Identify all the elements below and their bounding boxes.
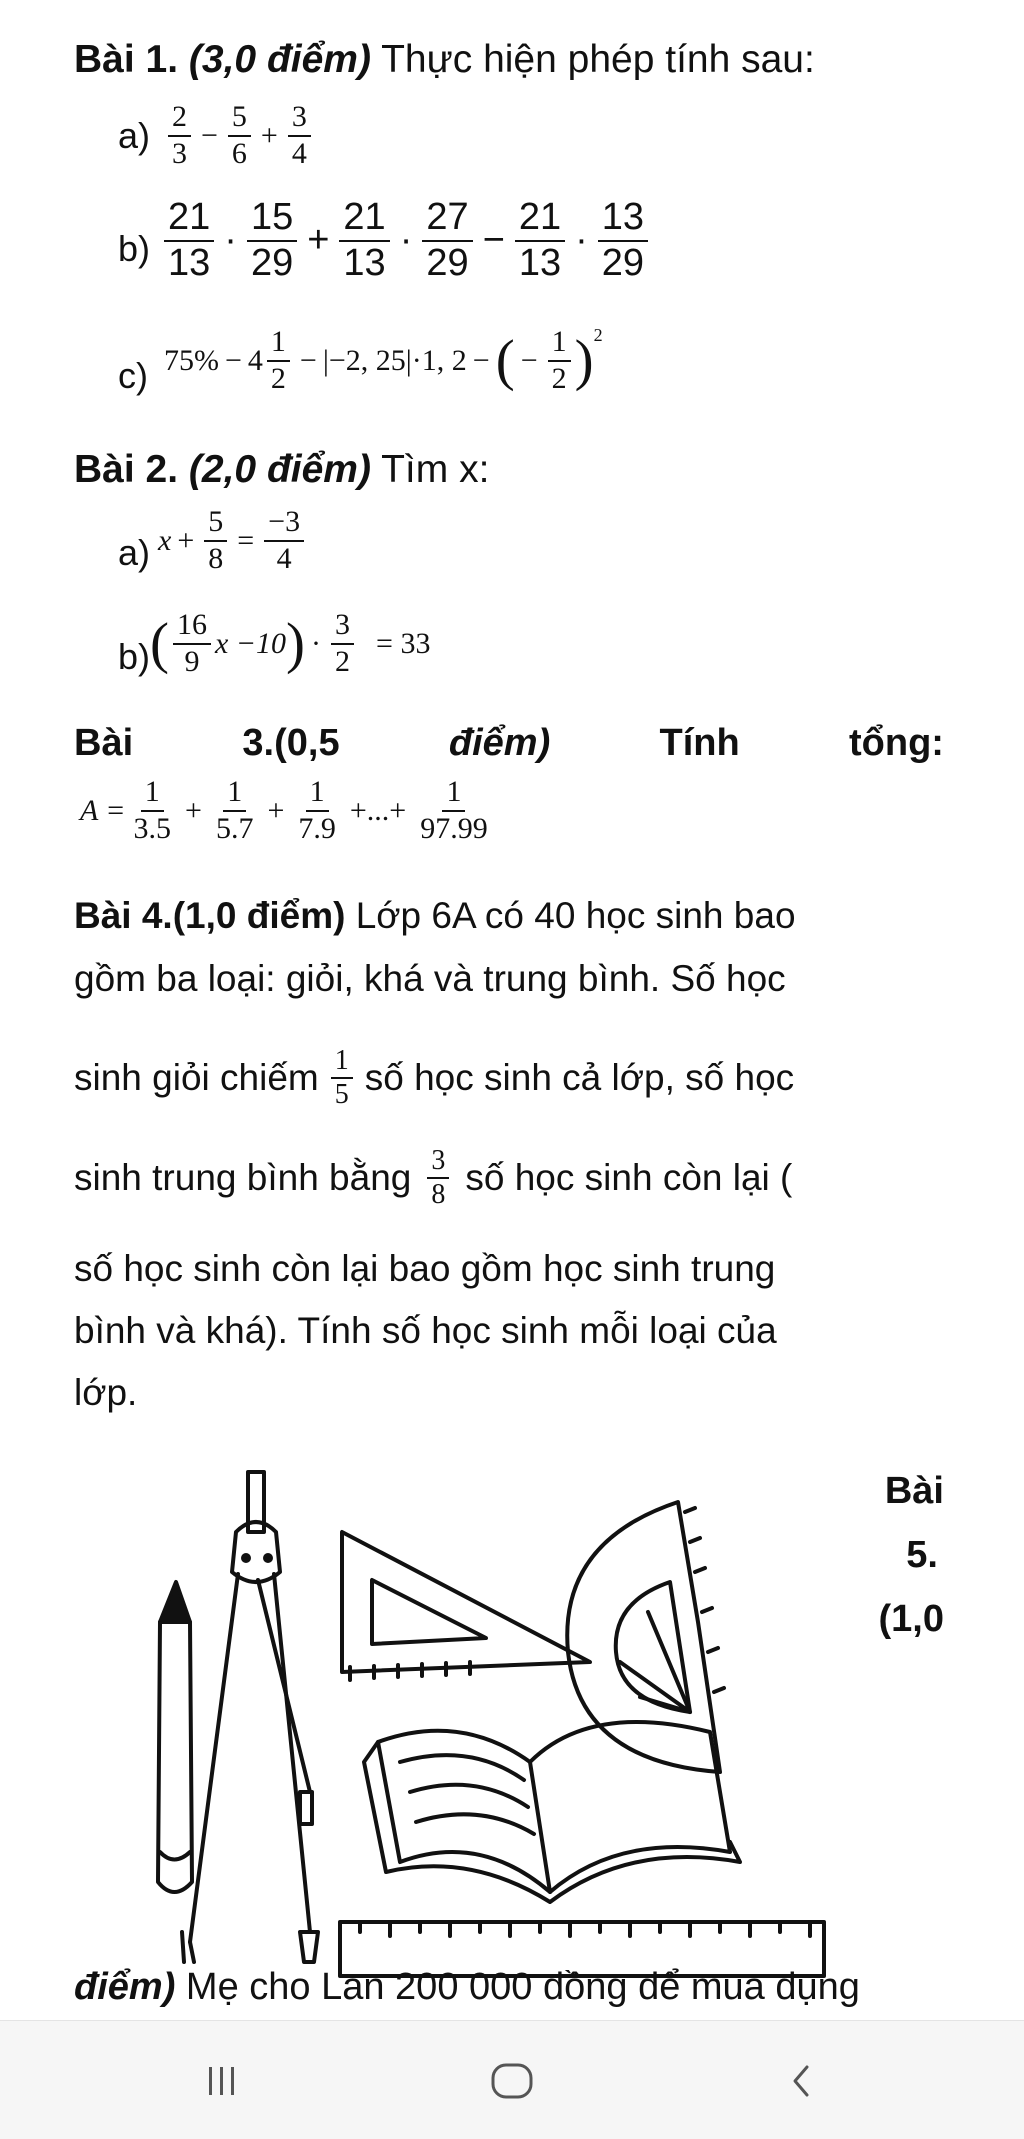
bai1-b-label: b) (118, 228, 151, 269)
bai5-word: (1,0 (878, 1598, 944, 1640)
set-square-icon (342, 1532, 590, 1680)
bai4-line-5: số học sinh còn lại bao gồm học sinh trung (74, 1248, 776, 1289)
bai5-word: 5. (906, 1534, 938, 1576)
bai1-heading (74, 38, 815, 82)
bai1-a-label: a) (118, 115, 151, 156)
home-button[interactable] (482, 2057, 542, 2105)
navigation-bar (0, 2020, 1024, 2139)
bai1-c-expression: 75% − 4 $\frac{1}{2}$ − |−2, 25| ·1, 2 − ( − $\frac{1}{2}$ ) 2 (164, 325, 603, 395)
bai2-a-label: a) (118, 532, 151, 573)
bai2-a-expression: x + $\frac{5}{8}$ = $\frac{-3}{4}$ (158, 505, 308, 576)
bai1-c-label: c) (118, 355, 148, 396)
recent-apps-icon (202, 2063, 242, 2099)
compass-icon (182, 1472, 318, 1962)
bai3-word: tổng: (849, 722, 944, 764)
bai1-points: (3,0 điểm) (188, 38, 371, 81)
bai5-word: Bài (884, 1470, 944, 1512)
bai2-b-label: b) (118, 636, 151, 677)
bai4-line-4: sinh trung bình bằng $\frac{3}{8}$ số học sinh còn lại ( (74, 1145, 793, 1211)
bai3-word: điểm) (448, 722, 551, 764)
bai2-points: (2,0 điểm) (188, 448, 371, 491)
bai4-line-3: sinh giỏi chiếm $\frac{1}{5}$ số học sinh cả lớp, số học (74, 1045, 795, 1111)
school-supplies-illustration (150, 1462, 830, 1982)
bai4-line-6: bình và khá). Tính số học sinh mỗi loại của (74, 1310, 777, 1351)
bai4-line-2: gồm ba loại: giỏi, khá và trung bình. Số học (74, 958, 786, 999)
bai3-heading (74, 722, 944, 765)
pencil-icon (158, 1582, 192, 1892)
bai3-word: Tính (659, 722, 740, 764)
bai4-line-1: Bài 4.(1,0 điểm) Lớp 6A có 40 học sinh bao (74, 895, 796, 936)
back-arrow-icon (787, 2061, 817, 2101)
bai5-continuation: điểm) Mẹ cho Lan 200 000 đồng để mua dụng (74, 1966, 860, 2008)
bai1-task: Thực hiện phép tính sau: (381, 38, 815, 81)
bai1-a-expression: $\frac{2}{3}$ − $\frac{5}{6}$ + $\frac{3}{4}$ (164, 100, 315, 171)
open-book-icon (364, 1722, 740, 1902)
home-icon (487, 2061, 537, 2101)
bai2-task: Tìm x: (381, 448, 490, 491)
bai4-line-7: lớp. (74, 1372, 138, 1413)
bai1-b-expression: $\frac{21}{13}$ · $\frac{15}{29}$ + $\frac{21}{13}$ · $\frac{27}{29}$ − $\frac{21}{13}$ · $\frac{13}{29}$ (160, 196, 652, 285)
bai3-formula: A = $\frac{1}{3.5}$ + $\frac{1}{5.7}$ + $\frac{1}{7.9}$ +...+ $\frac{1}{97.99}$ (80, 775, 488, 845)
bai3-word: 3.(0,5 (242, 722, 340, 764)
back-button[interactable] (772, 2057, 832, 2105)
bai2-title: Bài 2. (74, 448, 179, 491)
bai1-title: Bài 1. (74, 38, 179, 81)
bai2-b-expression: ( $\frac{16}{9}$ x −10 ) · $\frac{3}{2}$ = 33 (150, 608, 431, 678)
recent-apps-button[interactable] (192, 2057, 252, 2105)
bai3-word: Bài (74, 722, 134, 764)
bai4-title: Bài 4.(1,0 điểm) (74, 895, 346, 936)
bai2-heading (74, 448, 489, 492)
